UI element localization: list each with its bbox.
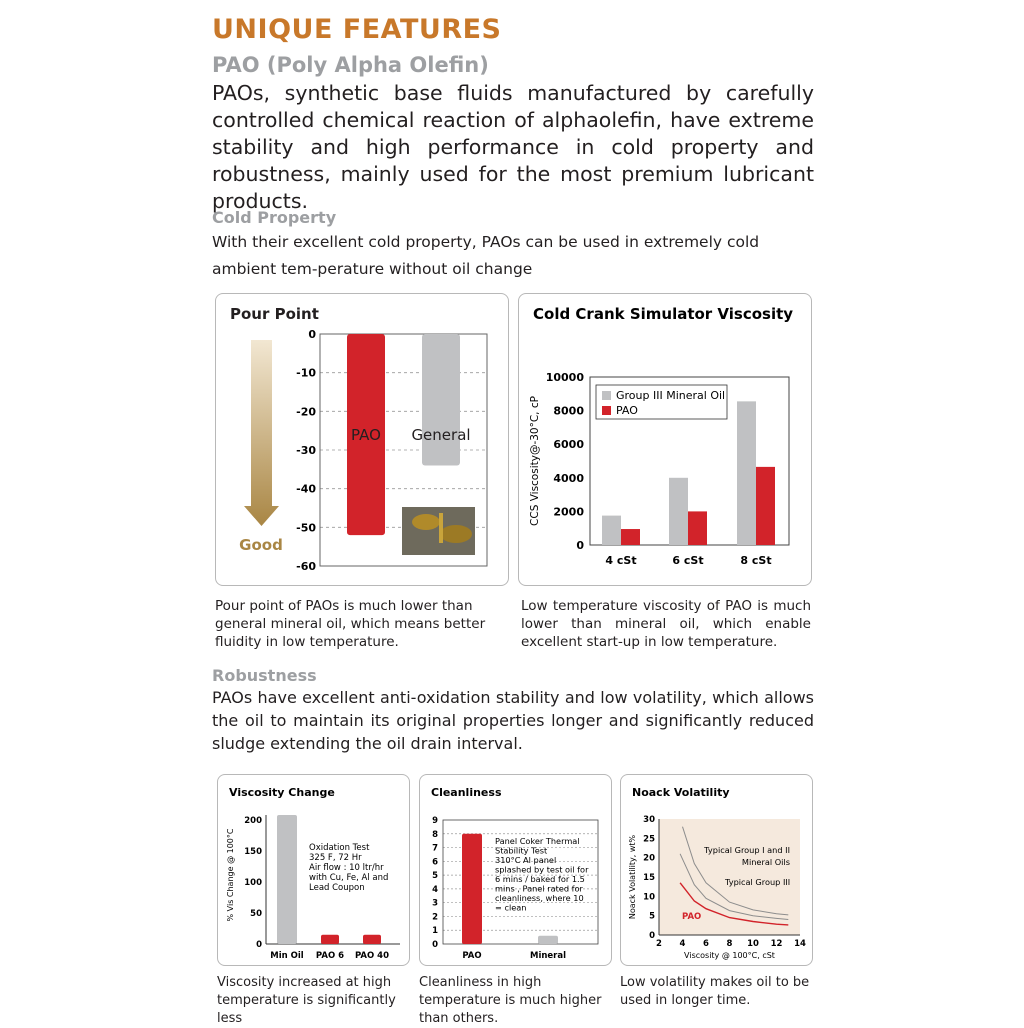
y-tick-label: 0: [649, 931, 655, 941]
x-tick-label: 4: [679, 939, 686, 949]
x-tick-label: 8 cSt: [740, 554, 772, 567]
annotation-line: Oxidation Test: [309, 843, 370, 853]
bar-group3: [602, 516, 621, 545]
series-label: PAO: [682, 912, 702, 922]
y-tick-label: -20: [296, 405, 316, 419]
y-tick-label: 8: [432, 829, 438, 840]
y-tick-label: 2: [432, 912, 438, 923]
cleanliness-panel: [419, 774, 612, 966]
legend-label: PAO: [616, 404, 638, 417]
y-tick-label: 15: [643, 873, 655, 883]
robustness-text: PAOs have excellent anti-oxidation stability and low volatility, which allows the oil to maintain its original properties longer and significantly reduced sludge extending the oil drain interval.: [212, 688, 814, 753]
x-tick-label: 6 cSt: [672, 554, 704, 567]
bar: [363, 935, 381, 944]
cold-property-text: With their excellent cold property, PAOs can be used in extremely cold ambient tem-perature without oil change: [212, 233, 760, 278]
y-tick-label: -30: [296, 444, 316, 457]
y-tick-label: 4: [432, 884, 438, 895]
y-tick-label: 0: [308, 328, 316, 341]
page-title: UNIQUE FEATURES: [212, 14, 502, 45]
y-tick-label: 9: [432, 816, 438, 826]
y-tick-label: 25: [643, 834, 655, 845]
annotation-line: 6 mins / baked for 1.5: [495, 874, 585, 884]
y-tick-label: 2000: [553, 505, 584, 519]
y-tick-label: -60: [296, 560, 316, 573]
bar-label: PAO: [351, 426, 381, 444]
bar-group3: [737, 401, 756, 545]
y-tick-label: -10: [296, 366, 316, 380]
pour-point-panel: [215, 293, 509, 586]
y-axis-label: CCS Viscosity@-30°C, cP: [529, 396, 541, 526]
x-tick-label: PAO: [462, 951, 482, 961]
y-tick-label: 7: [432, 843, 438, 854]
cold-property-heading: Cold Property: [212, 208, 337, 227]
page-subtitle: PAO (Poly Alpha Olefin): [212, 53, 489, 77]
y-tick-label: 3: [432, 898, 438, 909]
cleanliness-chart: [420, 775, 611, 965]
x-tick-label: Mineral: [529, 951, 567, 961]
annotation-line: Panel Coker Thermal: [495, 836, 580, 846]
pour-point-caption: Pour point of PAOs is much lower than general mineral oil, which means better fluidity in low temperature.: [215, 598, 486, 649]
viscosity-change-chart: [218, 775, 409, 965]
x-tick-label: PAO 40: [354, 951, 390, 961]
y-tick-label: 10: [643, 892, 655, 903]
viscosity-change-panel: [217, 774, 410, 966]
y-tick-label: 6: [432, 857, 438, 868]
legend-swatch: [602, 406, 611, 415]
y-tick-label: 6000: [553, 438, 584, 452]
annotation-line: splashed by test oil for: [495, 864, 589, 875]
y-tick-label: 4000: [553, 471, 584, 485]
legend-swatch: [602, 391, 611, 400]
y-tick-label: 100: [244, 878, 262, 888]
annotation-line: cleanliness, where 10: [495, 893, 584, 903]
annotation-line: mins , Panel rated for: [495, 883, 583, 894]
noack-panel: [620, 774, 813, 966]
bar-pao: [621, 529, 640, 545]
bar-general: [422, 334, 460, 465]
pour-point-chart: [216, 294, 508, 585]
bar: [277, 815, 297, 944]
oil-pour-photo: [439, 513, 443, 543]
y-tick-label: 0: [256, 940, 262, 950]
viscosity-change-caption: Viscosity increased at high temperature is significantly less: [217, 975, 396, 1026]
x-tick-label: PAO 6: [315, 951, 345, 961]
x-tick-label: 2: [656, 939, 662, 949]
x-tick-label: 14: [794, 939, 806, 949]
y-tick-label: 0: [432, 940, 438, 950]
y-axis-label: Noack Volatility, wt%: [628, 834, 637, 920]
x-tick-label: 8: [726, 939, 733, 949]
y-tick-label: 8000: [553, 404, 584, 418]
y-tick-label: -40: [296, 482, 316, 496]
bar: [538, 936, 558, 944]
x-tick-label: Min Oil: [270, 951, 304, 961]
annotation-line: Stability Test: [495, 845, 548, 856]
oil-pour-photo: [440, 525, 472, 543]
y-tick-label: 5: [432, 871, 438, 882]
annotation-line: 325 F, 72 Hr: [309, 853, 362, 863]
x-axis-label: Viscosity @ 100°C, cSt: [684, 951, 775, 960]
y-tick-label: 50: [250, 909, 262, 919]
y-tick-label: -50: [296, 521, 316, 535]
series-label: Mineral Oils: [741, 857, 790, 867]
chart-title: Cold Crank Simulator Viscosity: [533, 305, 794, 323]
noack-volatility-chart: [621, 775, 812, 965]
noack-caption: Low volatility makes oil to be used in longer time.: [620, 975, 810, 1008]
chart-title: Viscosity Change: [229, 786, 335, 799]
chart-title: Pour Point: [230, 305, 319, 323]
series-label: Typical Group I and II: [704, 845, 790, 855]
chart-title: Noack Volatility: [632, 786, 730, 799]
legend-label: Group III Mineral Oil: [616, 389, 726, 402]
y-tick-label: 5: [649, 911, 655, 922]
y-tick-label: 20: [643, 853, 655, 864]
y-tick-label: 10000: [545, 371, 584, 384]
ccs-panel: [518, 293, 812, 586]
y-axis-label: % Vis Change @ 100°C: [226, 828, 235, 922]
bar-label: General: [411, 426, 471, 444]
y-tick-label: 30: [643, 815, 655, 825]
x-tick-label: 4 cSt: [605, 554, 637, 567]
ccs-viscosity-chart: [519, 294, 811, 585]
robustness-heading: Robustness: [212, 666, 317, 685]
bar: [321, 935, 339, 944]
bar-pao: [756, 467, 775, 545]
y-tick-label: 0: [576, 539, 584, 552]
annotation-line: Air flow : 10 ltr/hr: [309, 863, 384, 873]
y-tick-label: 1: [432, 926, 438, 937]
oil-pour-photo: [412, 514, 440, 530]
bar: [462, 834, 482, 944]
series-label: Typical Group III: [725, 877, 791, 887]
down-arrow-icon: [244, 340, 279, 526]
x-tick-label: 10: [747, 939, 759, 949]
annotation-line: 310°C Al panel: [495, 855, 557, 865]
chart-title: Cleanliness: [431, 786, 502, 799]
x-tick-label: 6: [703, 939, 709, 949]
annotation-line: with Cu, Fe, Al and: [309, 873, 389, 883]
cleanliness-caption: Cleanliness in high temperature is much higher than others.: [419, 975, 602, 1026]
bar-group3: [669, 478, 688, 545]
good-label: Good: [239, 536, 283, 554]
y-tick-label: 150: [244, 847, 262, 857]
ccs-caption: Low temperature viscosity of PAO is much lower than mineral oil, which enable excellent start-up in low temperature.: [521, 598, 811, 649]
bar-pao: [688, 511, 707, 545]
x-tick-label: 12: [770, 939, 783, 949]
intro-paragraph: PAOs, synthetic base fluids manufactured by carefully controlled chemical reaction of alphaolefin, have extreme stability and high performance in cold property and robustness, mainly used for the most premium lubricant products.: [212, 81, 814, 213]
y-tick-label: 200: [244, 816, 262, 826]
annotation-line: Lead Coupon: [309, 883, 365, 893]
annotation-line: = clean: [495, 902, 527, 913]
